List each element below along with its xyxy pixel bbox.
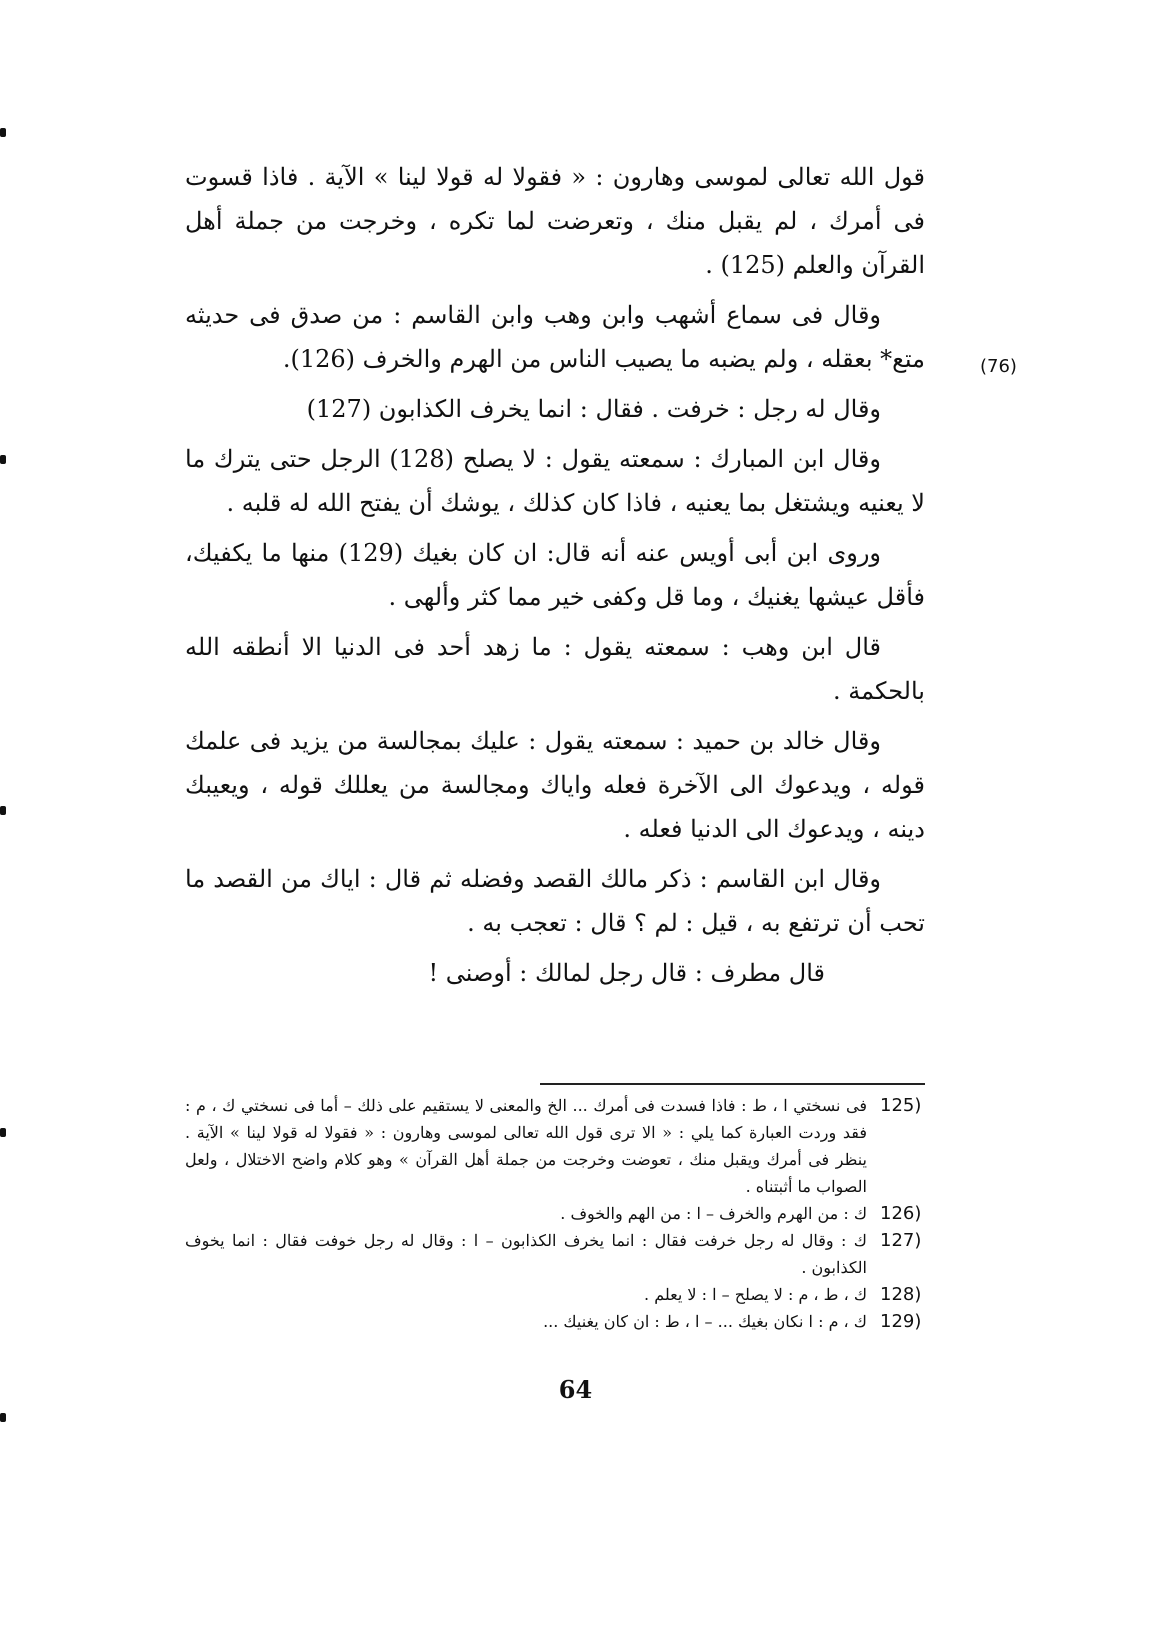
scan-edge-mark [0, 128, 6, 137]
footnote [185, 1092, 925, 1200]
footnote-text: ك ، ط ، م : لا يصلح – ا : لا يعلم . [644, 1285, 867, 1304]
footnote [185, 1200, 925, 1227]
paragraph: وقال ابن المبارك : سمعته يقول : لا يصلح (128) الرجل حتى يترك ما لا يعنيه ويشتغل بما يعنيه ، فاذا كان كذلك ، يوشك أن يفتح الله له قلبه . [185, 445, 925, 517]
footnote-text: ك : من الهرم والخرف – ا : من الهم والخوف . [560, 1204, 867, 1223]
paragraph: قال مطرف : قال رجل لمالك : أوصنى ! [428, 959, 825, 987]
footnote-number: 125) [880, 1095, 922, 1116]
margin-paragraph-number: (76) [980, 356, 1017, 377]
footnote-number: 129) [880, 1311, 922, 1332]
paragraph: قول الله تعالى لموسى وهارون : « فقولا له قولا لينا » الآية . فاذا قسوت فى أمرك ، لم يقبل منك ، وتعرضت لما تكره ، وخرجت من جملة أهل القرآن والعلم (125) . [185, 163, 925, 279]
paragraph: وقال ابن القاسم : ذكر مالك القصد وفضله ثم قال : اياك من القصد ما تحب أن ترتفع به ، قيل : لم ؟ قال : تعجب به . [185, 865, 925, 937]
footnote [185, 1281, 925, 1308]
scan-edge-mark [0, 1413, 6, 1422]
scan-edge-mark [0, 1128, 6, 1137]
paragraph: وقال فى سماع أشهب وابن وهب وابن القاسم : من صدق فى حديثه متع* بعقله ، ولم يضبه ما يصيب الناس من الهرم والخرف (126). [185, 301, 925, 373]
footnote [185, 1308, 925, 1335]
paragraph: وقال له رجل : خرفت . فقال : انما يخرف الكذابون (127) [306, 395, 881, 423]
footnote-number: 127) [880, 1230, 922, 1251]
footnote-text: ك : وقال له رجل خرفت فقال : انما يخرف الكذابون – ا : وقال له رجل خوفت فقال : انما يخوف الكذابون . [185, 1231, 867, 1277]
footnote-text: فى نسختي ا ، ط : فاذا فسدت فى أمرك ... الخ والمعنى لا يستقيم على ذلك – أما فى نسختي ك ، م : فقد وردت العبارة كما يلي : « الا ترى قول الله تعالى لموسى وهارون : « فقولا له قولا لينا » الآية . ينظر فى أمرك ويقبل منك ، تعوضت وخرجت من جملة أهل القرآن » وهو كلام واضح الاختلال ، ولعل الصواب ما أثبتناه . [185, 1096, 867, 1196]
page-number: 64 [558, 1375, 593, 1404]
footnote-separator [540, 1083, 925, 1085]
paragraph: وقال خالد بن حميد : سمعته يقول : عليك بمجالسة من يزيد فى علمك قوله ، ويدعوك الى الآخرة فعله واياك ومجالسة من يعللك قوله ، ويعيبك دينه ، ويدعوك الى الدنيا فعله . [185, 727, 925, 843]
footnotes [185, 1092, 925, 1335]
scan-edge-mark [0, 455, 6, 464]
footnote [185, 1227, 925, 1281]
footnote-number: 128) [880, 1284, 922, 1305]
scan-edge-mark [0, 806, 6, 815]
footnote-text: ك ، م : ا نكان بغيك ... – ا ، ط : ان كان يغنيك ... [543, 1312, 867, 1331]
paragraph: قال ابن وهب : سمعته يقول : ما زهد أحد فى الدنيا الا أنطقه الله بالحكمة . [185, 633, 925, 705]
footnote-number: 126) [880, 1203, 922, 1224]
main-text [185, 155, 925, 1001]
paragraph: وروى ابن أبى أويس عنه أنه قال: ان كان بغيك (129) منها ما يكفيك، فأقل عيشها يغنيك ، وما قل وكفى خير مما كثر وألهى . [185, 539, 925, 611]
